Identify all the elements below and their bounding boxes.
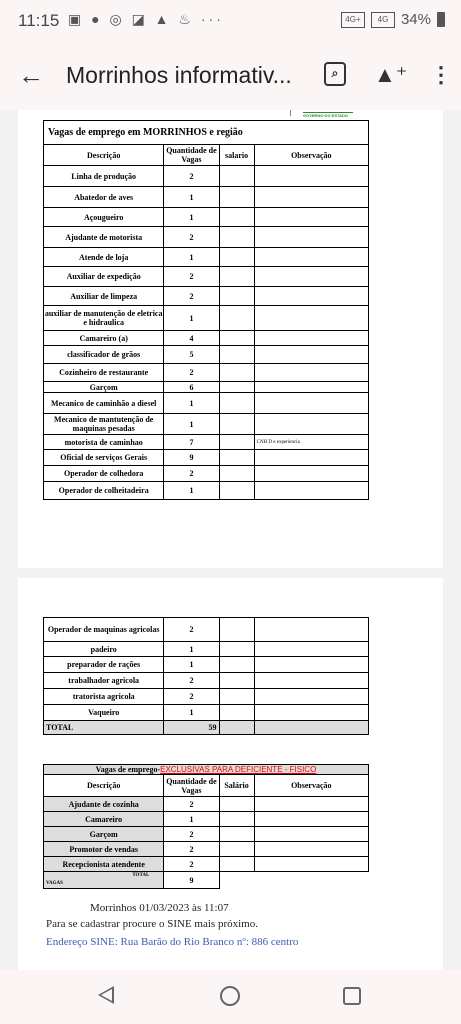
job-salary <box>219 673 254 689</box>
table-row <box>44 435 369 450</box>
job-salary <box>219 382 254 393</box>
job-observation <box>254 673 368 689</box>
table-row <box>44 827 369 842</box>
back-arrow-icon[interactable]: ← <box>18 60 44 90</box>
header-salario: Salário <box>219 775 254 797</box>
job-salary <box>219 842 254 857</box>
jobs-table-disability <box>43 764 369 889</box>
job-observation <box>254 414 368 435</box>
job-description: Abatedor de aves <box>44 187 164 208</box>
job-salary <box>219 166 254 187</box>
footer-date: Morrinhos 01/03/2023 às 11:07 <box>90 902 229 914</box>
job-quantity: 1 <box>164 208 219 227</box>
job-observation <box>254 267 368 287</box>
table-row <box>44 797 369 812</box>
job-description: Promotor de vendas <box>44 842 164 857</box>
job-salary <box>219 450 254 466</box>
disability-caption <box>44 765 369 775</box>
job-observation <box>254 364 368 382</box>
job-description: Ajudante de cozinha <box>44 797 164 812</box>
job-observation <box>254 482 368 500</box>
signal-4g-plus-icon: 4G+ <box>341 12 365 28</box>
job-quantity: 2 <box>164 227 219 248</box>
table-row <box>44 482 369 500</box>
total-vagas-cell <box>44 872 164 889</box>
job-observation <box>254 642 368 657</box>
job-observation <box>254 618 368 642</box>
job-observation <box>254 187 368 208</box>
table-row <box>44 364 369 382</box>
job-salary <box>219 306 254 331</box>
job-quantity: 2 <box>164 267 219 287</box>
jobs-table-main <box>43 120 369 500</box>
job-observation <box>254 208 368 227</box>
job-salary <box>219 227 254 248</box>
table-row <box>44 842 369 857</box>
table-row <box>44 346 369 364</box>
job-salary <box>219 267 254 287</box>
job-quantity: 5 <box>164 346 219 364</box>
total-value: 9 <box>164 872 219 889</box>
table-row <box>44 673 369 689</box>
document-title: Morrinhos informativ... <box>66 62 292 88</box>
table-row <box>44 306 369 331</box>
job-description: Açougueiro <box>44 208 164 227</box>
job-salary <box>219 435 254 450</box>
table-row <box>44 705 369 721</box>
job-description: Operador de maquinas agricolas <box>44 618 164 642</box>
job-observation <box>254 812 368 827</box>
job-quantity: 2 <box>164 797 219 812</box>
job-observation <box>254 393 368 414</box>
job-observation <box>254 287 368 306</box>
job-description: preparador de rações <box>44 657 164 673</box>
job-quantity: 1 <box>164 705 219 721</box>
caption-highlight: EXCLUSIVAS PARA DEFICIENTE - FISICO <box>160 765 317 774</box>
job-observation: CNH D e experiencia <box>254 435 368 450</box>
job-quantity: 2 <box>164 689 219 705</box>
job-quantity: 1 <box>164 187 219 208</box>
job-quantity: 2 <box>164 842 219 857</box>
job-quantity: 1 <box>164 812 219 827</box>
table-row <box>44 466 369 482</box>
table-row <box>44 227 369 248</box>
table-row <box>44 267 369 287</box>
header-divider <box>290 110 291 116</box>
table-caption: Vagas de emprego em MORRINHOS e região <box>44 121 369 145</box>
job-observation <box>254 306 368 331</box>
total-label: TOTAL <box>44 721 164 735</box>
navigation-bar <box>0 970 461 1024</box>
job-quantity: 2 <box>164 364 219 382</box>
table-row <box>44 414 369 435</box>
job-quantity: 2 <box>164 673 219 689</box>
job-description: auxiliar de manutenção de eletrica e hidraulica <box>44 306 164 331</box>
header-descricao: Descrição <box>44 775 164 797</box>
job-salary <box>219 812 254 827</box>
job-description: Linha de produção <box>44 166 164 187</box>
drive-add-icon[interactable]: ▲⁺ <box>374 62 408 87</box>
table-row <box>44 812 369 827</box>
header-salario: salario <box>219 145 254 166</box>
job-observation <box>254 827 368 842</box>
job-observation <box>254 705 368 721</box>
job-description: Mecanico de caminhão a diesel <box>44 393 164 414</box>
job-salary <box>219 331 254 346</box>
table-row <box>44 618 369 642</box>
table-row <box>44 287 369 306</box>
header-observacao: Observação <box>254 145 368 166</box>
signal-4g-icon: 4G <box>371 12 395 28</box>
table-row <box>44 450 369 466</box>
job-description: Recepcionista atendente <box>44 857 164 872</box>
footer-address: Endereço SINE: Rua Barão do Rio Branco nº: 886 centro <box>46 936 299 948</box>
table-row <box>44 248 369 267</box>
job-salary <box>219 364 254 382</box>
job-quantity: 2 <box>164 466 219 482</box>
job-quantity: 6 <box>164 382 219 393</box>
job-salary <box>219 482 254 500</box>
job-quantity: 2 <box>164 166 219 187</box>
table-row <box>44 689 369 705</box>
job-quantity: 2 <box>164 618 219 642</box>
job-salary <box>219 642 254 657</box>
job-description: Camareiro <box>44 812 164 827</box>
table-row <box>44 382 369 393</box>
job-description: classificador de grãos <box>44 346 164 364</box>
job-quantity: 1 <box>164 414 219 435</box>
job-description: Camareiro (a) <box>44 331 164 346</box>
job-salary <box>219 466 254 482</box>
header-descricao: Descrição <box>44 145 164 166</box>
job-salary <box>219 248 254 267</box>
caption-prefix: Vagas de emprego- <box>95 765 161 774</box>
job-salary <box>219 187 254 208</box>
job-observation <box>254 382 368 393</box>
job-description: Mecanico de mantutenção de maquinas pesadas <box>44 414 164 435</box>
status-right <box>341 11 445 28</box>
table-row <box>44 331 369 346</box>
job-salary <box>219 797 254 812</box>
job-observation <box>254 842 368 857</box>
total-label: TOTAL <box>132 873 150 878</box>
table-row <box>44 393 369 414</box>
table-row <box>44 857 369 872</box>
job-observation <box>254 857 368 872</box>
job-observation <box>254 797 368 812</box>
job-description: Oficial de serviços Gerais <box>44 450 164 466</box>
header-quantidade: Quantidade de Vagas <box>164 145 219 166</box>
table-row <box>44 187 369 208</box>
job-observation <box>254 227 368 248</box>
nav-home-icon[interactable] <box>220 986 240 1006</box>
job-quantity: 7 <box>164 435 219 450</box>
table-row <box>44 208 369 227</box>
job-description: padeiro <box>44 642 164 657</box>
app-bar <box>0 44 461 110</box>
more-vert-icon[interactable]: ⋮ <box>430 62 452 87</box>
job-observation <box>254 657 368 673</box>
job-quantity: 1 <box>164 306 219 331</box>
header-observacao: Observação <box>254 775 368 797</box>
total-value: 59 <box>164 721 219 735</box>
job-observation <box>254 346 368 364</box>
job-description: Operador de colhedora <box>44 466 164 482</box>
footer-instruction: Para se cadastrar procure o SINE mais próximo. <box>46 918 258 930</box>
job-description: Garçom <box>44 382 164 393</box>
table-row <box>44 642 369 657</box>
job-description: motorista de caminhao <box>44 435 164 450</box>
job-description: Atende de loja <box>44 248 164 267</box>
job-observation <box>254 466 368 482</box>
job-quantity: 1 <box>164 642 219 657</box>
job-description: trabalhador agricola <box>44 673 164 689</box>
lens-search-icon[interactable]: ⌕ <box>324 62 346 86</box>
job-salary <box>219 414 254 435</box>
job-description: Auxiliar de expedição <box>44 267 164 287</box>
job-salary <box>219 346 254 364</box>
job-quantity: 4 <box>164 331 219 346</box>
job-description: tratorista agricola <box>44 689 164 705</box>
job-observation <box>254 248 368 267</box>
header-quantidade: Quantidade de Vagas <box>164 775 219 797</box>
job-quantity: 1 <box>164 393 219 414</box>
job-salary <box>219 857 254 872</box>
table-row <box>44 657 369 673</box>
status-bar <box>0 0 461 44</box>
jobs-table-continued <box>43 617 369 735</box>
battery-icon <box>437 12 445 27</box>
nav-back-icon[interactable] <box>98 986 114 1004</box>
notification-icons: ▣ ● ◎ ◪ ▲ ♨ ··· <box>68 11 224 27</box>
job-salary <box>219 827 254 842</box>
job-quantity: 1 <box>164 657 219 673</box>
job-description: Cozinheiro de restaurante <box>44 364 164 382</box>
vagas-label: VAGAS <box>46 881 63 886</box>
job-description: Ajudante de motorista <box>44 227 164 248</box>
job-salary <box>219 208 254 227</box>
job-salary <box>219 393 254 414</box>
job-description: Auxiliar de limpeza <box>44 287 164 306</box>
job-description: Operador de colheitadeira <box>44 482 164 500</box>
job-observation <box>254 450 368 466</box>
job-salary <box>219 689 254 705</box>
nav-recents-icon[interactable] <box>343 987 361 1005</box>
job-description: Vaqueiro <box>44 705 164 721</box>
job-observation <box>254 166 368 187</box>
job-quantity: 1 <box>164 248 219 267</box>
job-salary <box>219 657 254 673</box>
status-time: 11:15 <box>18 11 60 30</box>
battery-percent: 34% <box>400 11 431 28</box>
job-quantity: 2 <box>164 827 219 842</box>
job-quantity: 9 <box>164 450 219 466</box>
job-quantity: 2 <box>164 857 219 872</box>
job-quantity: 2 <box>164 287 219 306</box>
gov-logo-text: GOVERNO DO ESTADO <box>303 112 353 118</box>
job-observation <box>254 331 368 346</box>
job-description: Garçom <box>44 827 164 842</box>
job-observation <box>254 689 368 705</box>
job-salary <box>219 618 254 642</box>
job-salary <box>219 705 254 721</box>
table-row <box>44 166 369 187</box>
job-salary <box>219 287 254 306</box>
job-quantity: 1 <box>164 482 219 500</box>
